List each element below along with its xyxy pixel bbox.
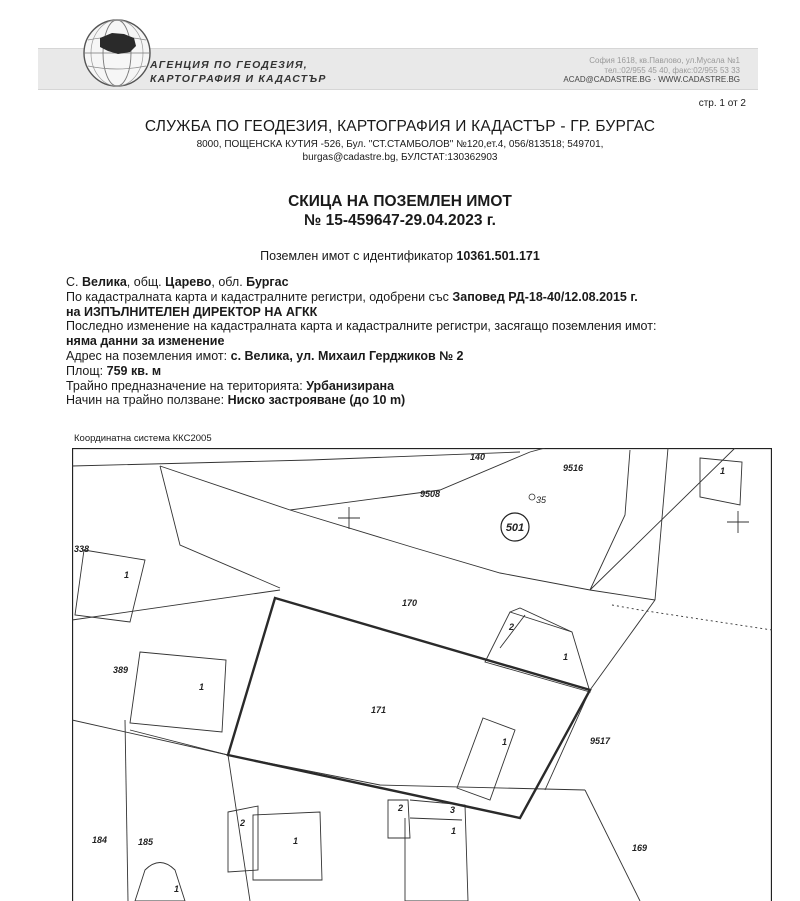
approval-line: [66, 290, 786, 305]
province-name: Бургас: [246, 275, 289, 289]
agency-contact: [540, 56, 740, 85]
identifier-label: Поземлен имот с идентификатор: [260, 249, 453, 263]
address-label: Адрес на поземления имот:: [66, 348, 228, 363]
label-9517: 9517: [590, 736, 611, 746]
purpose-line: [66, 379, 786, 394]
contact-phone: тел.:02/955 45 40, факс:02/955 53 33: [604, 65, 740, 75]
page-number: стр. 1 от 2: [698, 98, 746, 109]
label-338: 338: [74, 544, 90, 554]
identifier-value: 10361.501.171: [456, 249, 540, 263]
label-185: 185: [138, 837, 154, 847]
property-info: [66, 275, 786, 408]
last-change-value-line: [66, 334, 786, 349]
village-name: Велика: [81, 275, 127, 289]
usage-label: Начин на трайно ползване:: [66, 393, 225, 408]
usage-line: [66, 393, 786, 408]
label-184: 184: [92, 835, 108, 845]
agency-line-1: АГЕНЦИЯ ПО ГЕОДЕЗИЯ,: [150, 59, 308, 71]
title-line-1: СКИЦА НА ПОЗЕМЛЕН ИМОТ: [288, 193, 512, 210]
agency-logo: [78, 14, 156, 92]
purpose-value: Урбанизирана: [306, 378, 395, 393]
agency-line-2: КАРТОГРАФИЯ И КАДАСТЪР: [150, 73, 327, 85]
purpose-label: Трайно предназначение на територията:: [66, 378, 303, 393]
village-prefix: С.: [66, 275, 79, 289]
label-171: 171: [371, 705, 387, 715]
label-9508: 9508: [420, 489, 441, 499]
service-address: [0, 139, 800, 164]
label-building-170-2: 2: [509, 622, 515, 632]
map-frame: [73, 449, 772, 901]
area-value: 759 кв. м: [106, 363, 162, 378]
address-line: [66, 349, 786, 364]
usage-value: Ниско застрояване (до 10 m): [227, 393, 406, 408]
municipality-name: Царево: [165, 275, 212, 289]
title-line-2: № 15-459647-29.04.2023 г.: [304, 212, 496, 229]
approval-order: Заповед РД-18-40/12.08.2015 г.: [452, 289, 638, 304]
contact-address: София 1618, кв.Павлово, ул.Мусала №1: [589, 56, 740, 65]
label-501: 501: [505, 522, 525, 534]
service-name: СЛУЖБА ПО ГЕОДЕЗИЯ, КАРТОГРАФИЯ И КАДАСТЪР - ГР. БУРГАС: [144, 118, 656, 135]
approval-text: По кадастралната карта и кадастралните регистри, одобрени със: [66, 289, 449, 304]
area-line: [66, 364, 786, 379]
label-170: 170: [402, 598, 418, 608]
label-building-185-round: 1: [174, 884, 180, 894]
label-building-338: 1: [124, 570, 130, 580]
label-389: 389: [113, 665, 129, 675]
label-building-3: 3: [450, 805, 456, 815]
label-building-3-1: 1: [451, 826, 457, 836]
document-title: [0, 192, 800, 230]
contact-web: ACAD@CADASTRE.BG · WWW.CADASTRE.BG: [563, 75, 740, 84]
label-building-170-1: 1: [563, 652, 569, 662]
label-building-185-2: 2: [240, 818, 246, 828]
service-address-line-1: 8000, ПОЩЕНСКА КУТИЯ -526, Бул. "СТ.СТАМБОЛОВ" №120,ет.4, 056/813518; 549701,: [196, 139, 604, 150]
municipality-prefix: общ.: [133, 275, 162, 289]
coordinate-system: Координатна система ККС2005: [74, 433, 212, 444]
label-169: 169: [632, 843, 648, 853]
label-building-9516: 1: [720, 466, 726, 476]
service-address-line-2: burgas@cadastre.bg, БУЛСТАТ:130362903: [302, 151, 498, 163]
cadastral-map: [72, 448, 772, 901]
property-identifier: [0, 249, 800, 263]
label-9516: 9516: [563, 463, 584, 473]
province-prefix: обл.: [218, 275, 243, 289]
globe-logo-icon: [78, 14, 156, 92]
label-35: 35: [536, 495, 547, 505]
last-change-label: Последно изменение на кадастралната карта и кадастралните регистри, засягащо поземления имот:: [66, 319, 657, 334]
agency-name: [150, 58, 327, 86]
label-building-389: 1: [199, 682, 205, 692]
approval-by: на ИЗПЪЛНИТЕЛЕН ДИРЕКТОР НА АГКК: [66, 304, 318, 319]
address-value: с. Велика, ул. Михаил Герджиков № 2: [230, 348, 464, 363]
area-label: Площ:: [66, 363, 104, 378]
label-building-2: 2: [398, 803, 404, 813]
last-change-value: няма данни за изменение: [66, 334, 225, 349]
location-line: С. Велика, общ. Царево, обл. Бургас: [66, 275, 289, 289]
approval-by-line: [66, 305, 786, 320]
label-140: 140: [470, 452, 486, 462]
label-building-185-1: 1: [293, 836, 299, 846]
label-building-171: 1: [502, 737, 508, 747]
